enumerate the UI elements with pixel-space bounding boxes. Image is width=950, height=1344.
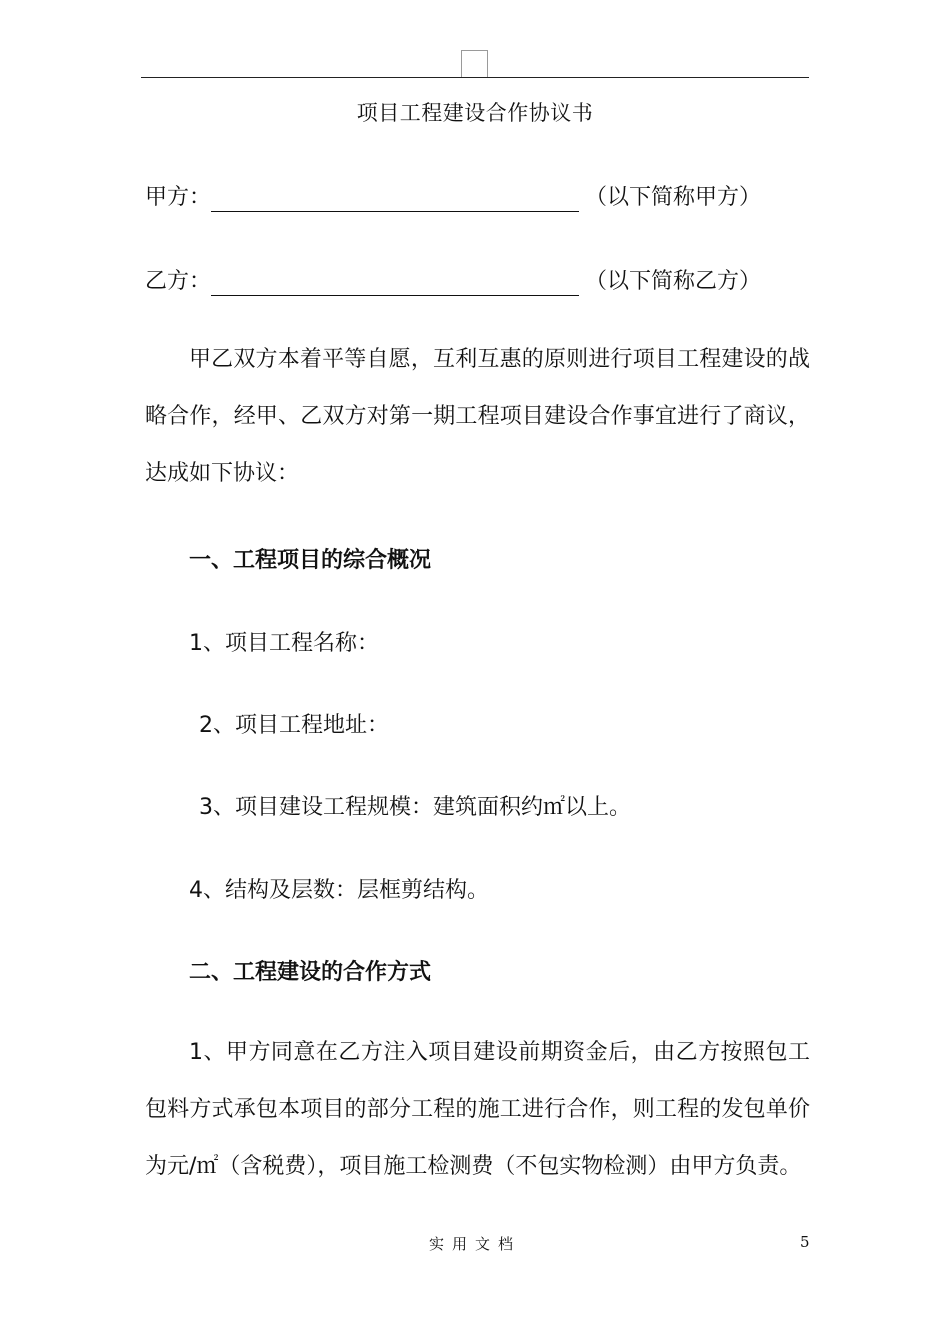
intro-paragraph: 甲乙双方本着平等自愿，互利互惠的原则进行项目工程建设的战略合作，经甲、乙双方对第一期工程项目建设合作事宜进行了商议，达成如下协议：: [145, 347, 810, 486]
party-a-suffix: （以下简称甲方）: [585, 185, 762, 210]
section1-item: 3、项目建设工程规模：建筑面积约㎡以上。: [199, 795, 631, 820]
page-number: 5: [800, 1233, 810, 1251]
party-b-label: 乙方：: [145, 269, 212, 294]
header-rule: [141, 77, 809, 78]
section2-paragraph: 1、甲方同意在乙方注入项目建设前期资金后，由乙方按照包工包料方式承包本项目的部分工程的施工进行合作，则工程的发包单价为元/㎡（含税费），项目施工检测费（不包实物检测）由甲方负责。: [145, 1040, 810, 1179]
party-b-blank: [211, 295, 579, 296]
section1-heading: 一、工程项目的综合概况: [189, 548, 432, 573]
header-box: [461, 50, 488, 77]
section1-item: 2、项目工程地址：: [199, 713, 389, 738]
party-a-line: [145, 180, 845, 220]
party-b-line: [145, 264, 845, 304]
footer-text: 实用文档: [428, 1235, 521, 1253]
section2-heading: 二、工程建设的合作方式: [189, 960, 432, 985]
section1-item: 1、项目工程名称：: [189, 631, 379, 656]
party-a-blank: [211, 211, 579, 212]
document-title: 项目工程建设合作协议书: [356, 101, 594, 125]
party-a-label: 甲方：: [145, 185, 212, 210]
section1-item: 4、结构及层数：层框剪结构。: [189, 878, 489, 903]
party-b-suffix: （以下简称乙方）: [585, 269, 762, 294]
